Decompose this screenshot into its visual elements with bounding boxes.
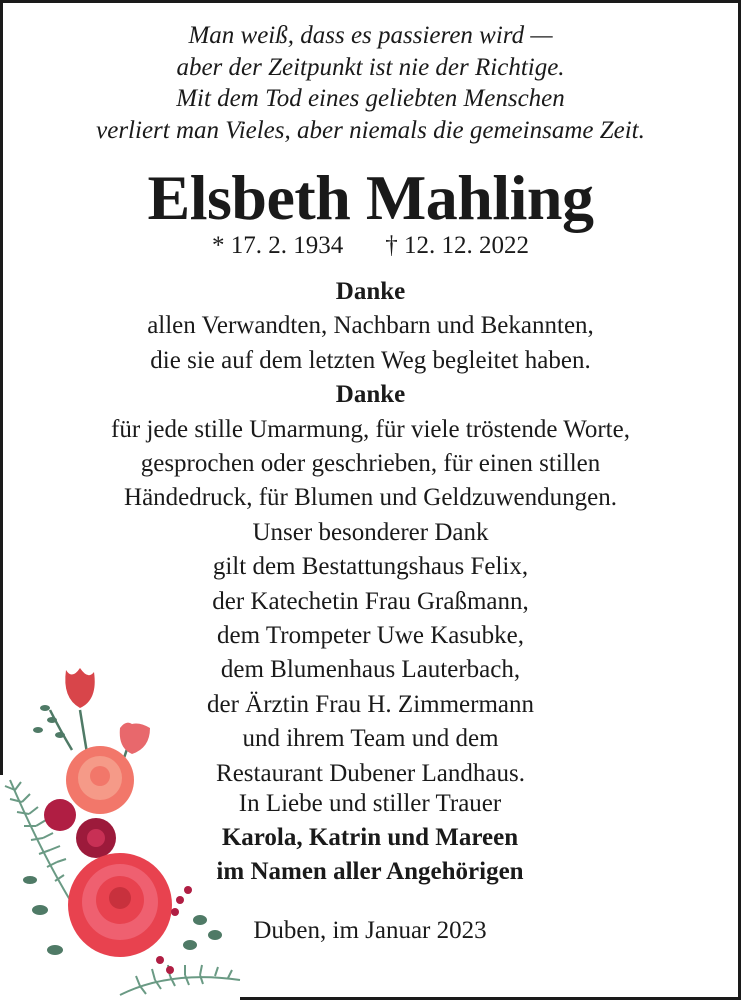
thanks-heading: Danke (335, 278, 406, 305)
thanks-line: gilt dem Bestattungshaus Felix, (212, 553, 529, 581)
thanks-line: Restaurant Dubener Landhaus. (216, 759, 525, 787)
thanks-heading: Danke (335, 381, 406, 409)
rose-icon (68, 853, 172, 957)
thanks-line: für jede stille Umarmung, für viele tröstende Worte, (111, 415, 630, 443)
flower-bouquet-illustration (0, 650, 250, 1000)
thanks-line: dem Trompeter Uwe Kasubke, (217, 622, 524, 650)
mourners-names: Karola, Katrin und Mareen (221, 824, 519, 851)
thanks-line: dem Blumenhaus Lauterbach, (220, 656, 521, 684)
border-top (0, 0, 741, 3)
thanks-line: der Katechetin Frau Graßmann, (212, 587, 529, 615)
birth-date: * 17. 2. 1934 (212, 232, 344, 259)
thanks-line: die sie auf dem letzten Weg begleitet haben. (150, 346, 591, 374)
closing-phrase: In Liebe und stiller Trauer (238, 790, 502, 817)
thanks-line: Unser besonderer Dank (252, 518, 489, 546)
death-date: † 12. 12. 2022 (385, 232, 529, 259)
poem-line: verliert man Vieles, aber niemals die gemeinsame Zeit. (96, 116, 645, 144)
mourners-family: im Namen aller Angehörigen (216, 858, 524, 885)
life-dates (0, 230, 741, 262)
thanks-line: allen Verwandten, Nachbarn und Bekannten, (147, 312, 594, 340)
poem-line: aber der Zeitpunkt ist nie der Richtige. (176, 53, 565, 81)
place-and-date: Duben, im Januar 2023 (253, 917, 487, 944)
poem-line: Mit dem Tod eines geliebten Menschen (176, 85, 565, 112)
deceased-name: Elsbeth Mahling (147, 162, 594, 233)
thanks-line: gesprochen oder geschrieben, für einen stillen (140, 450, 601, 478)
poem (0, 20, 741, 146)
carnation-icon (66, 746, 134, 814)
thanks-line: der Ärztin Frau H. Zimmermann (207, 690, 534, 718)
poem-line: Man weiß, dass es passieren wird — (188, 22, 553, 49)
closing-signature (200, 787, 540, 889)
thanks-line: und ihrem Team und dem (242, 725, 499, 753)
thanks-line: Händedruck, für Blumen und Geldzuwendungen. (124, 484, 617, 512)
tulip-icon (65, 668, 150, 754)
